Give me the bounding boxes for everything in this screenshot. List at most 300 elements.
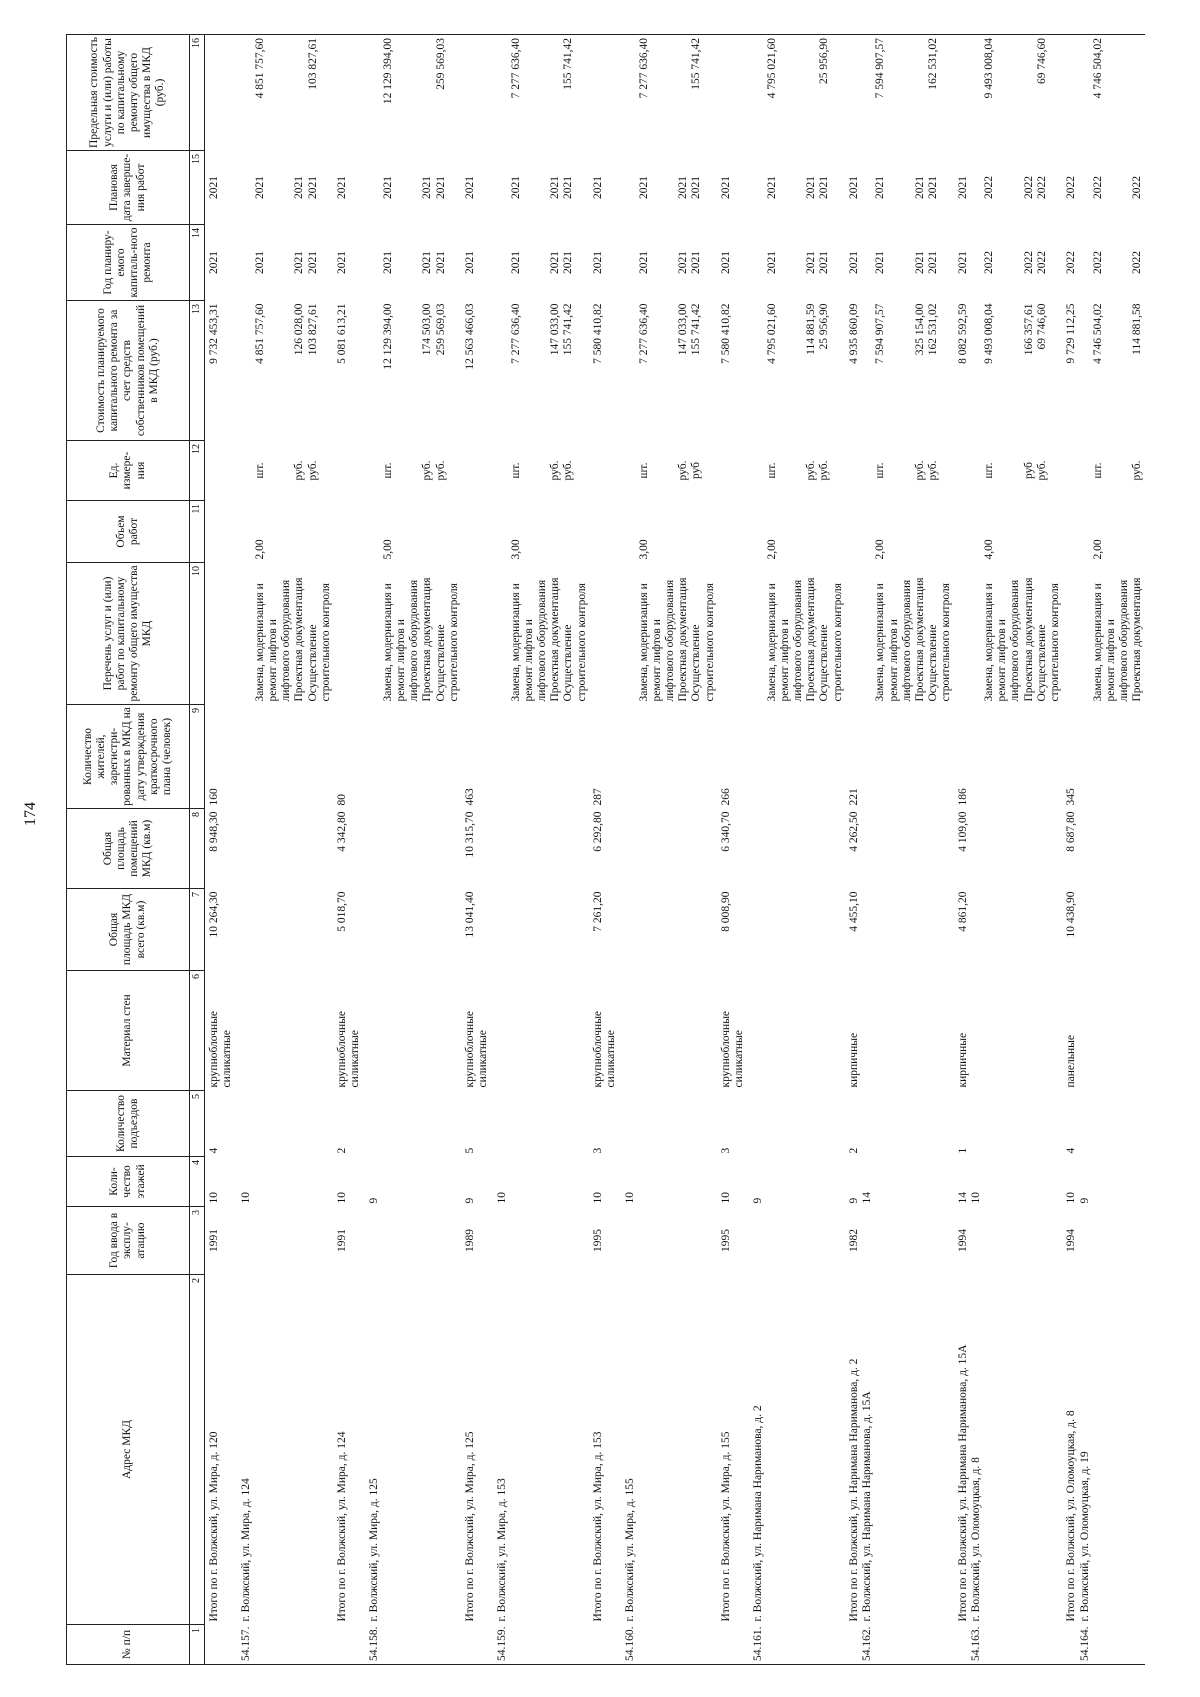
end-date-cell: 2022 [1065, 176, 1078, 199]
plan-year-cell: 2021 [463, 251, 476, 274]
total-row [954, 35, 970, 1665]
work-cell: Проектная документация [549, 577, 562, 702]
header-cell: № п/п [67, 1625, 190, 1665]
plan-year-cell: 2021 [335, 251, 348, 274]
material-cell: крупноблочные силикатные [335, 1010, 362, 1088]
area-total-cell: 10 264,30 [208, 891, 220, 938]
end-date-cell: 2021 [677, 176, 690, 199]
plan-year-cell: 2021 [956, 251, 969, 274]
material-cell: крупноблочные силикатные [208, 1010, 234, 1088]
limit-cell: 7 277 636,40 [510, 35, 550, 151]
end-date-cell: 2021 [463, 176, 476, 199]
area-rooms-cell: 4 262,50 [847, 811, 860, 852]
end-date-cell: 2021 [293, 176, 306, 199]
plan-year-cell: 2021 [805, 251, 818, 274]
floors-cell: 9 [463, 1197, 476, 1204]
work-cell: Замена, модернизация и ремонт лифтов и лифтового оборудования [253, 579, 293, 702]
limit-cell: 7 594 907,57 [874, 35, 914, 151]
row-number: 54.159. [490, 1625, 509, 1665]
unit-cell: руб. [818, 460, 831, 481]
work-cell: Замена, модернизация и ремонт лифтов и лифтового оборудования [874, 579, 913, 702]
work-row [1036, 35, 1062, 1665]
address-cell: Итого по г. Волжский, ул. Мира, д. 153 [591, 1431, 604, 1622]
floors-cell: 14 [956, 1192, 969, 1204]
plan-year-cell: 2021 [690, 251, 703, 274]
area-rooms-cell: 6 340,70 [719, 811, 732, 852]
column-number: 1 [190, 1625, 205, 1665]
end-date-cell: 2021 [847, 176, 860, 199]
volume-cell: 3,00 [637, 539, 650, 560]
unit-cell: руб [690, 461, 703, 480]
work-row [818, 35, 844, 1665]
entrances-cell: 3 [719, 1147, 732, 1154]
header-cell: Общая площадь помещений МКД (кв.м) [67, 809, 190, 889]
plan-year-cell: 2021 [509, 251, 522, 274]
plan-year-cell: 2021 [591, 251, 604, 274]
floors-cell: 10 [969, 1192, 982, 1204]
work-cell: Осуществление строительного контроля [306, 583, 332, 702]
floors-cell: 10 [335, 1192, 348, 1204]
unit-cell: руб. [927, 460, 940, 481]
cost-cell: 155 741,42 [562, 303, 575, 356]
end-date-cell: 2022 [1131, 176, 1144, 199]
column-number: 15 [190, 151, 205, 225]
limit-cell: 162 531,02 [927, 35, 953, 151]
work-row [435, 35, 461, 1665]
floors-cell: 9 [1078, 1197, 1091, 1204]
area-rooms-cell: 8 948,30 [208, 811, 220, 852]
material-cell: панельные [1065, 1035, 1078, 1088]
work-row [549, 35, 562, 1665]
cost-cell: 7 277 636,40 [509, 303, 522, 364]
work-row [1092, 35, 1132, 1665]
work-cell: Замена, модернизация и ремонт лифтов и лифтового оборудования [509, 579, 549, 702]
end-date-cell: 2021 [927, 176, 940, 199]
work-cell: Проектная документация [421, 577, 434, 702]
cost-cell: 162 531,02 [927, 303, 940, 356]
plan-year-cell: 2021 [549, 251, 562, 274]
plan-year-cell: 2021 [306, 251, 319, 274]
cost-cell: 7 580 410,82 [591, 303, 604, 364]
work-cell: Осуществление строительного контроля [818, 583, 844, 702]
plan-year-cell: 2021 [677, 251, 690, 274]
column-number: 4 [190, 1157, 205, 1207]
column-number: 13 [190, 301, 205, 441]
column-number: 10 [190, 563, 205, 705]
header-cell: Год ввода в эксплу-атацию [67, 1207, 190, 1275]
limit-cell: 4 851 757,60 [254, 35, 294, 151]
volume-cell: 2,00 [765, 539, 778, 560]
limit-cell: 4 746 504,02 [1092, 35, 1132, 151]
work-row [766, 35, 806, 1665]
column-number: 9 [190, 705, 205, 809]
limit-cell: 4 795 021,60 [766, 35, 806, 151]
plan-year-cell: 2021 [253, 251, 266, 274]
limit-cell: 7 277 636,40 [638, 35, 678, 151]
entrances-cell: 3 [591, 1147, 604, 1154]
unit-cell: шт. [1091, 462, 1104, 479]
address-row [234, 35, 253, 1665]
limit-cell: 12 129 394,00 [382, 35, 422, 151]
total-row [205, 35, 235, 1665]
unit-cell: шт. [983, 462, 996, 479]
plan-year-cell: 2021 [913, 251, 926, 274]
plan-year-cell: 2022 [983, 251, 996, 274]
plan-year-cell: 2022 [1091, 251, 1104, 274]
floors-cell: 9 [368, 1197, 381, 1204]
page-number: 174 [22, 802, 39, 826]
address-cell: г. Волжский, ул. Мира, д. 153 [496, 1478, 509, 1622]
area-rooms-cell: 8 687,80 [1065, 811, 1078, 852]
work-row [254, 35, 294, 1665]
work-cell: Замена, модернизация и ремонт лифтов и лифтового оборудования [1091, 579, 1131, 702]
end-date-cell: 2021 [765, 176, 778, 199]
end-date-cell: 2021 [335, 176, 348, 199]
header-cell: Адрес МКД [67, 1275, 190, 1625]
cost-cell: 7 594 907,57 [874, 303, 887, 364]
column-number-row [190, 35, 205, 1665]
year-cell: 1994 [956, 1229, 969, 1252]
floors-cell: 10 [719, 1192, 732, 1204]
column-number: 8 [190, 809, 205, 889]
work-cell: Замена, модернизация и ремонт лифтов и лифтового оборудования [381, 579, 421, 702]
material-cell: крупноблочные силикатные [719, 1010, 746, 1088]
column-number: 11 [190, 501, 205, 563]
header-cell: Стоимость планируемого капитального ремонта за счет средств собственников помещений в МКД (руб.) [67, 301, 190, 441]
area-total-cell: 10 438,90 [1065, 891, 1078, 938]
cost-cell: 4 746 504,02 [1091, 303, 1104, 364]
limit-cell: 25 956,90 [818, 35, 844, 151]
work-cell: Проектная документация [805, 577, 818, 702]
end-date-cell: 2021 [434, 176, 447, 199]
work-cell: Замена, модернизация и ремонт лифтов и лифтового оборудования [637, 579, 676, 702]
cost-cell: 4 851 757,60 [253, 303, 266, 364]
work-row [562, 35, 588, 1665]
work-row [638, 35, 678, 1665]
end-date-cell: 2022 [1091, 176, 1104, 199]
work-row [382, 35, 422, 1665]
work-row [1023, 35, 1036, 1665]
column-number: 2 [190, 1275, 205, 1625]
area-total-cell: 4 861,20 [956, 891, 969, 932]
capital-repair-table [66, 34, 1145, 1665]
end-date-cell: 2021 [509, 176, 522, 199]
unit-cell: руб. [293, 460, 306, 481]
plan-year-cell: 2021 [719, 251, 732, 274]
plan-year-cell: 2021 [637, 251, 650, 274]
end-date-cell: 2022 [1022, 176, 1035, 199]
header-cell: Материал стен [67, 971, 190, 1091]
work-cell: Проектная документация [1022, 577, 1035, 702]
limit-cell: 9 493 008,04 [983, 35, 1023, 151]
unit-cell: руб. [434, 460, 447, 481]
end-date-cell: 2021 [690, 176, 703, 199]
floors-cell: 9 [847, 1197, 860, 1204]
cost-cell: 7 277 636,40 [637, 303, 650, 364]
cost-cell: 155 741,42 [690, 303, 703, 356]
cost-cell: 12 129 394,00 [381, 303, 394, 370]
plan-year-cell: 2022 [1035, 251, 1048, 274]
unit-cell: шт. [874, 462, 887, 479]
work-cell: Проектная документация [677, 577, 690, 702]
address-cell: Итого по г. Волжский, ул. Мира, д. 120 [208, 1431, 220, 1622]
unit-cell: шт. [637, 462, 650, 479]
year-cell: 1994 [1065, 1229, 1078, 1252]
row-number: 54.163. [970, 1625, 983, 1665]
limit-cell: 259 569,03 [435, 35, 461, 151]
end-date-cell: 2021 [306, 176, 319, 199]
work-cell: Замена, модернизация и ремонт лифтов и лифтового оборудования [983, 579, 1022, 702]
floors-cell: 10 [591, 1192, 604, 1204]
material-cell: кирпичные [847, 1032, 860, 1088]
plan-year-cell: 2022 [1065, 251, 1078, 274]
header-cell: Общая площадь МКД всего (кв.м) [67, 889, 190, 971]
cost-cell: 174 503,00 [421, 303, 434, 356]
cost-cell: 9 493 008,04 [983, 303, 996, 364]
cost-cell: 126 028,00 [293, 303, 306, 356]
unit-cell: руб. [562, 460, 575, 481]
address-row [1079, 35, 1092, 1665]
material-cell: крупноблочные силикатные [591, 1010, 618, 1088]
work-row [421, 35, 434, 1665]
column-number: 6 [190, 971, 205, 1091]
total-row [1062, 35, 1078, 1665]
work-row [914, 35, 927, 1665]
work-cell: Замена, модернизация и ремонт лифтов и лифтового оборудования [765, 579, 804, 702]
work-row [293, 35, 306, 1665]
end-date-cell: 2021 [562, 176, 575, 199]
column-number: 7 [190, 889, 205, 971]
capital-repair-table-sheet [66, 35, 1146, 1665]
header-cell: Год планиру-емого капиталь-ного ремонта [67, 225, 190, 301]
work-cell: Осуществление строительного контроля [690, 583, 716, 702]
material-cell: крупноблочные силикатные [463, 1010, 490, 1088]
plan-year-cell: 2021 [434, 251, 447, 274]
residents-cell: 221 [847, 788, 860, 806]
address-cell: г. Волжский, ул. Оломоуцкая, д. 8 [969, 1457, 982, 1622]
residents-cell: 345 [1065, 788, 1078, 806]
address-cell: г. Волжский, ул. Наримана Нариманова, д. 2 [752, 1405, 765, 1622]
row-number: 54.160. [618, 1625, 637, 1665]
year-cell: 1982 [847, 1229, 860, 1252]
floors-cell: 10 [240, 1192, 253, 1204]
address-row [362, 35, 381, 1665]
unit-cell: руб. [677, 460, 690, 481]
residents-cell: 186 [956, 788, 969, 806]
address-cell: Итого по г. Волжский, ул. Наримана Нариманова, д. 2 [847, 1358, 860, 1622]
area-total-cell: 13 041,40 [463, 891, 476, 938]
cost-cell: 114 881,58 [1131, 303, 1144, 355]
area-total-cell: 8 008,90 [719, 891, 732, 932]
work-row [874, 35, 914, 1665]
column-number: 12 [190, 441, 205, 501]
work-cell: Проектная документация [293, 577, 306, 702]
floors-cell: 10 [1065, 1192, 1078, 1204]
address-cell: г. Волжский, ул. Оломоуцкая, д. 19 [1078, 1451, 1091, 1622]
header-cell: Плановая дата заверше-ния работ [67, 151, 190, 225]
address-cell: г. Волжский, ул. Наримана Нариманова, д. 15А [861, 1391, 874, 1622]
work-row [983, 35, 1023, 1665]
year-cell: 1995 [591, 1229, 604, 1252]
plan-year-cell: 2021 [818, 251, 831, 274]
header-cell: Количество жителей, зарегистри-рованных в МКД на дату утверждения краткосрочного плана (человек) [67, 705, 190, 809]
entrances-cell: 4 [208, 1147, 220, 1154]
material-cell: кирпичные [956, 1032, 969, 1088]
area-rooms-cell: 4 109,00 [956, 811, 969, 852]
plan-year-cell: 2021 [562, 251, 575, 274]
cost-cell: 325 154,00 [913, 303, 926, 356]
column-number: 14 [190, 225, 205, 301]
cost-cell: 166 357,61 [1022, 303, 1035, 356]
unit-cell: руб [1022, 461, 1035, 480]
plan-year-cell: 2022 [1022, 251, 1035, 274]
total-row [333, 35, 362, 1665]
plan-year-cell: 2021 [421, 251, 434, 274]
plan-year-cell: 2021 [208, 251, 220, 274]
work-row [677, 35, 690, 1665]
limit-cell: 155 741,42 [562, 35, 588, 151]
area-total-cell: 5 018,70 [335, 891, 348, 932]
cost-cell: 9 732 453,31 [208, 303, 220, 364]
work-cell: Осуществление строительного контроля [434, 583, 460, 702]
volume-cell: 2,00 [874, 539, 887, 560]
volume-cell: 4,00 [983, 539, 996, 560]
work-cell: Проектная документация [913, 577, 926, 702]
cost-cell: 147 033,00 [549, 303, 562, 356]
area-rooms-cell: 4 342,80 [335, 811, 348, 852]
work-row [307, 35, 333, 1665]
plan-year-cell: 2021 [927, 251, 940, 274]
unit-cell: руб. [1131, 460, 1144, 481]
header-cell: Количество подъездов [67, 1091, 190, 1157]
residents-cell: 463 [463, 788, 476, 806]
work-row [510, 35, 550, 1665]
cost-cell: 259 569,03 [434, 303, 447, 356]
address-cell: г. Волжский, ул. Мира, д. 124 [240, 1478, 253, 1622]
address-cell: г. Волжский, ул. Мира, д. 125 [368, 1478, 381, 1622]
floors-cell: 14 [861, 1192, 874, 1204]
header-cell: Перечень услуг и (или) работ по капитальному ремонту общего имущества МКД [67, 563, 190, 705]
floors-cell: 10 [624, 1192, 637, 1204]
end-date-cell: 2022 [1035, 176, 1048, 199]
total-row [717, 35, 746, 1665]
entrances-cell: 2 [847, 1147, 860, 1154]
total-row [845, 35, 861, 1665]
plan-year-cell: 2021 [847, 251, 860, 274]
cost-cell: 69 746,60 [1035, 303, 1048, 350]
year-cell: 1991 [208, 1229, 220, 1252]
area-rooms-cell: 6 292,80 [591, 811, 604, 852]
residents-cell: 287 [591, 788, 604, 806]
cost-cell: 8 082 592,59 [956, 303, 969, 364]
plan-year-cell: 2021 [293, 251, 306, 274]
cost-cell: 5 081 613,21 [335, 303, 348, 364]
cost-cell: 114 881,59 [805, 303, 818, 355]
floors-cell: 10 [496, 1192, 509, 1204]
cost-cell: 4 795 021,60 [765, 303, 778, 364]
end-date-cell: 2021 [381, 176, 394, 199]
unit-cell: руб. [1035, 460, 1048, 481]
residents-cell: 80 [335, 794, 348, 806]
entrances-cell: 5 [463, 1147, 476, 1154]
address-cell: г. Волжский, ул. Мира, д. 155 [624, 1478, 637, 1622]
year-cell: 1995 [719, 1229, 732, 1252]
end-date-cell: 2021 [253, 176, 266, 199]
end-date-cell: 2021 [805, 176, 818, 199]
cost-cell: 12 563 466,03 [463, 303, 476, 370]
volume-cell: 2,00 [1091, 539, 1104, 560]
header-cell: Коли-чество этажей [67, 1157, 190, 1207]
row-number: 54.161. [746, 1625, 765, 1665]
residents-cell: 266 [719, 788, 732, 806]
floors-cell: 9 [752, 1197, 765, 1204]
column-number: 16 [190, 35, 205, 151]
end-date-cell: 2021 [913, 176, 926, 199]
end-date-cell: 2021 [549, 176, 562, 199]
unit-cell: шт. [381, 462, 394, 479]
residents-cell: 160 [208, 788, 220, 806]
unit-cell: руб. [306, 460, 319, 481]
plan-year-cell: 2021 [381, 251, 394, 274]
address-cell: Итого по г. Волжский, ул. Мира, д. 124 [335, 1431, 348, 1622]
cost-cell: 25 956,90 [818, 303, 831, 350]
unit-cell: шт. [765, 462, 778, 479]
end-date-cell: 2021 [208, 176, 220, 199]
address-cell: Итого по г. Волжский, ул. Оломоуцкая, д. 8 [1065, 1410, 1078, 1622]
total-row [461, 35, 490, 1665]
end-date-cell: 2021 [818, 176, 831, 199]
end-date-cell: 2021 [421, 176, 434, 199]
header-cell: Предельная стоимость услуги и (или) работы по капитальному ремонту общего имущества в МКД (руб.) [67, 35, 190, 151]
address-row [970, 35, 983, 1665]
column-number: 3 [190, 1207, 205, 1275]
volume-cell: 3,00 [509, 539, 522, 560]
volume-cell: 2,00 [253, 539, 266, 560]
address-cell: Итого по г. Волжский, ул. Мира, д. 155 [719, 1431, 732, 1622]
volume-cell: 5,00 [381, 539, 394, 560]
work-cell: Осуществление строительного контроля [562, 583, 588, 702]
year-cell: 1989 [463, 1229, 476, 1252]
header-row [67, 35, 190, 1665]
unit-cell: шт. [509, 462, 522, 479]
area-rooms-cell: 10 315,70 [463, 811, 476, 858]
work-cell: Проектная документация [1131, 577, 1144, 702]
plan-year-cell: 2022 [1131, 251, 1144, 274]
unit-cell: руб. [805, 460, 818, 481]
end-date-cell: 2021 [591, 176, 604, 199]
header-cell: Объем работ [67, 501, 190, 563]
cost-cell: 4 935 860,09 [847, 303, 860, 364]
entrances-cell: 1 [956, 1147, 969, 1154]
row-number: 54.164. [1079, 1625, 1092, 1665]
area-total-cell: 4 455,10 [847, 891, 860, 932]
end-date-cell: 2022 [983, 176, 996, 199]
cost-cell: 103 827,61 [306, 303, 319, 356]
cost-cell: 9 729 112,25 [1065, 303, 1078, 364]
year-cell: 1991 [335, 1229, 348, 1252]
unit-cell: руб. [549, 460, 562, 481]
end-date-cell: 2021 [956, 176, 969, 199]
address-row [746, 35, 765, 1665]
work-row [690, 35, 716, 1665]
limit-cell: 69 746,60 [1036, 35, 1062, 151]
cost-cell: 7 580 410,82 [719, 303, 732, 364]
header-cell: Ед. измере-ния [67, 441, 190, 501]
area-total-cell: 7 261,20 [591, 891, 604, 932]
row-number: 54.162. [861, 1625, 874, 1665]
entrances-cell: 2 [335, 1147, 348, 1154]
end-date-cell: 2021 [719, 176, 732, 199]
